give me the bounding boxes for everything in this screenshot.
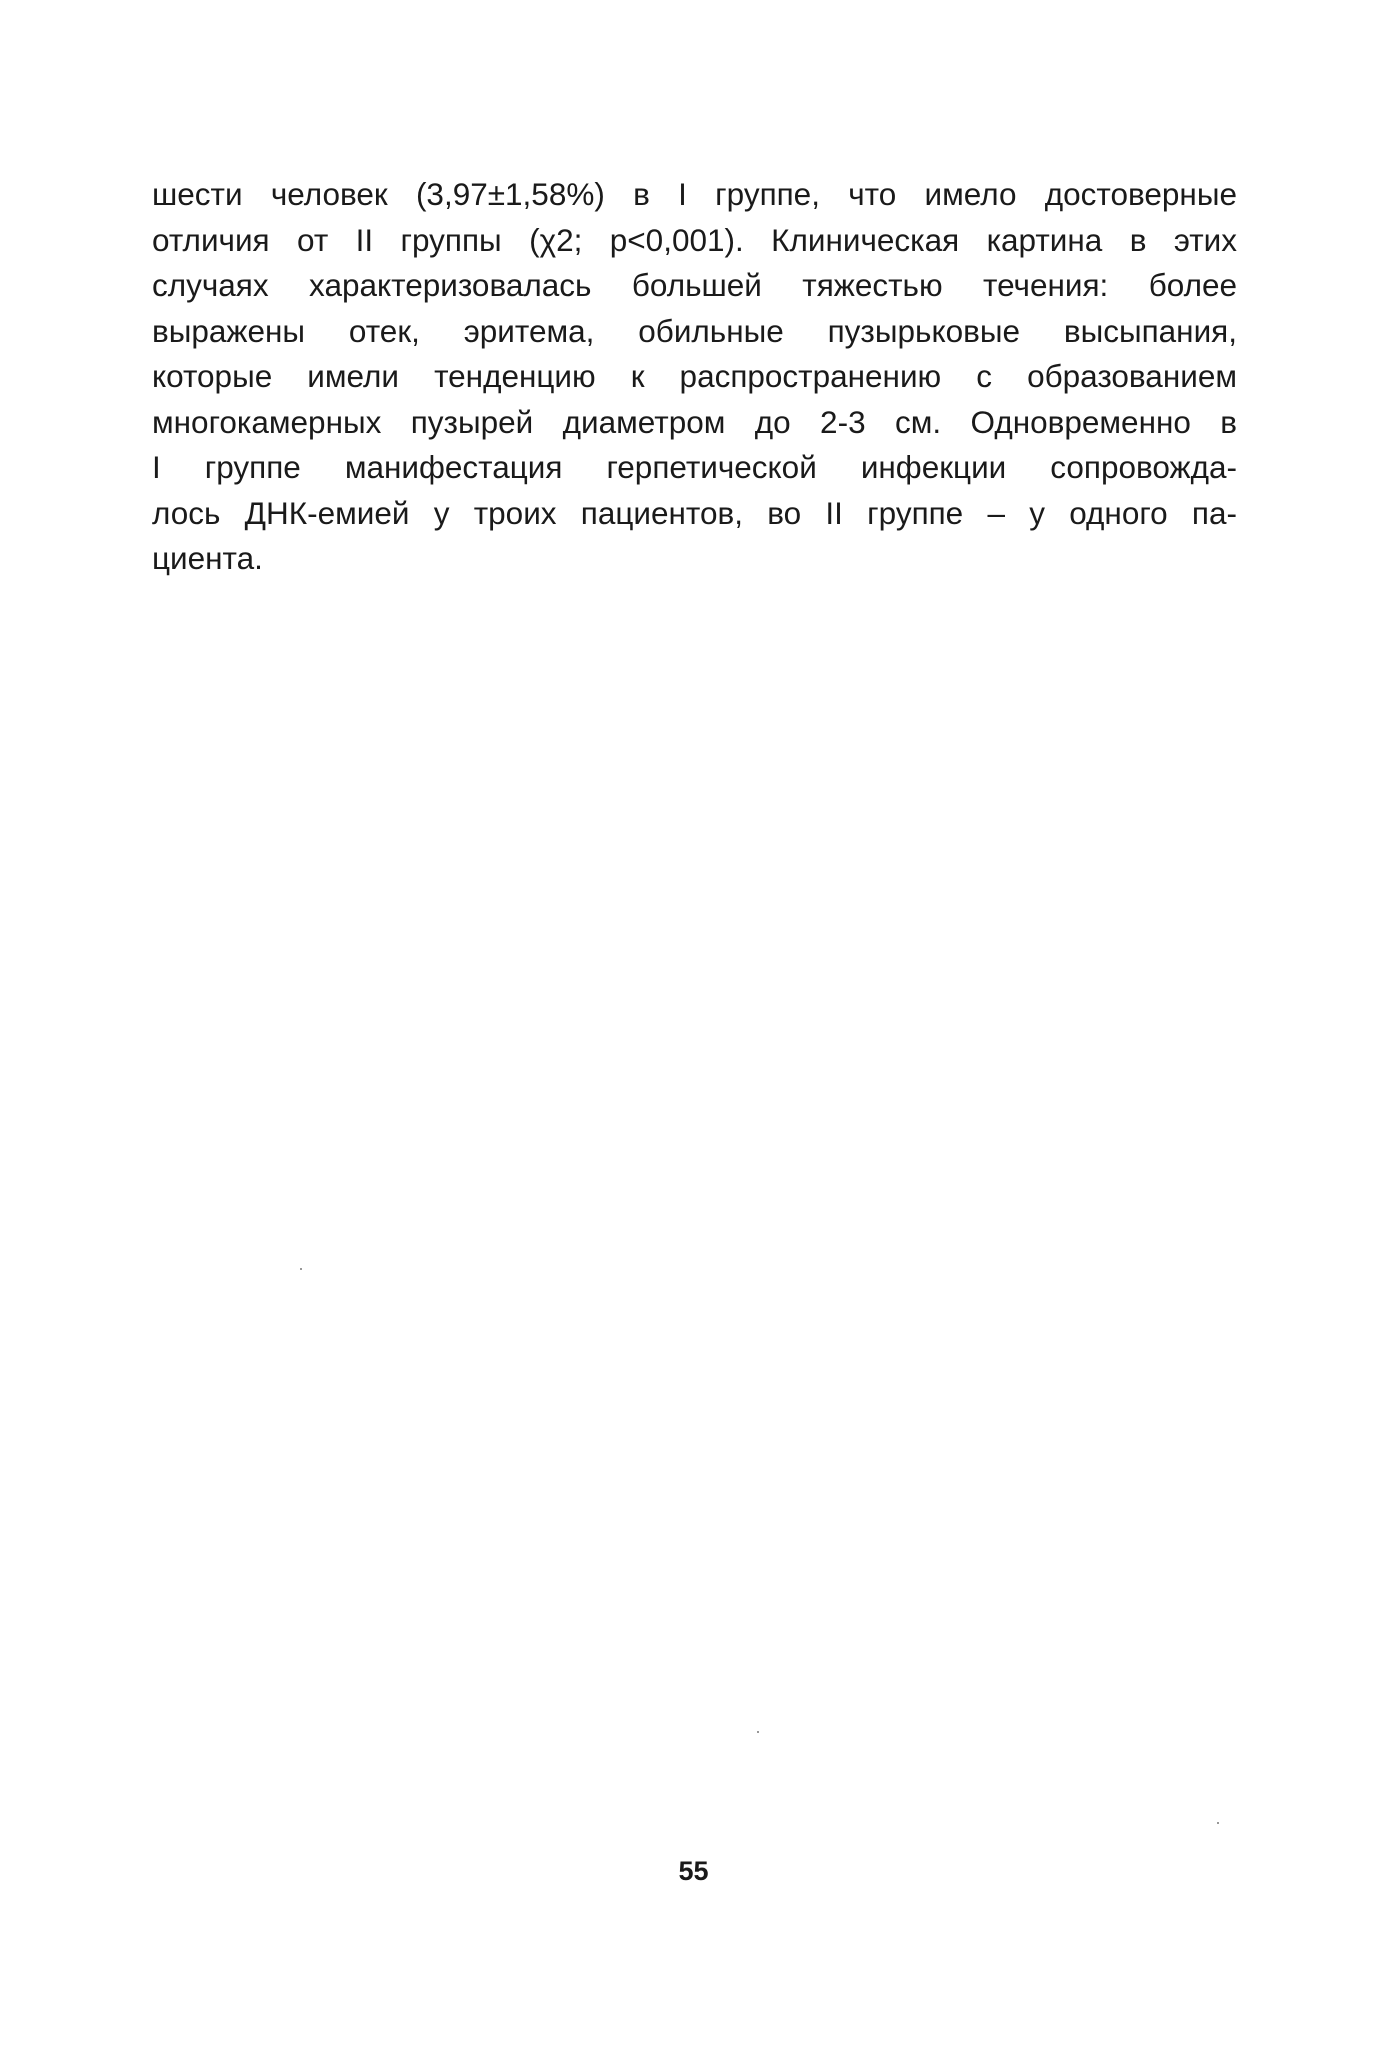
paragraph-line: которые имели тенденцию к распространению с образованием — [152, 358, 1237, 394]
scan-speck — [300, 1268, 302, 1270]
paragraph-line: циента. — [152, 540, 263, 576]
paragraph-line: случаях характеризовалась большей тяжестью течения: более — [152, 267, 1237, 303]
body-paragraph — [152, 172, 1237, 582]
scan-speck — [1217, 1822, 1219, 1824]
paragraph-line: отличия от II группы (χ2; p<0,001). Клиническая картина в этих — [152, 221, 1237, 258]
paragraph-line: лось ДНК-емией у троих пациентов, во II группе – у одного па- — [152, 494, 1237, 531]
paragraph-line: I группе манифестация герпетической инфекции сопровожда- — [152, 449, 1237, 485]
paragraph-line: шести человек (3,97±1,58%) в I группе, что имело достоверные — [152, 176, 1237, 212]
scan-speck — [757, 1731, 759, 1733]
paragraph-line: многокамерных пузырей диаметром до 2-3 см. Одновременно в — [152, 403, 1237, 440]
paragraph-line: выражены отек, эритема, обильные пузырьковые высыпания, — [152, 312, 1237, 349]
page-number: 55 — [678, 1856, 709, 1886]
